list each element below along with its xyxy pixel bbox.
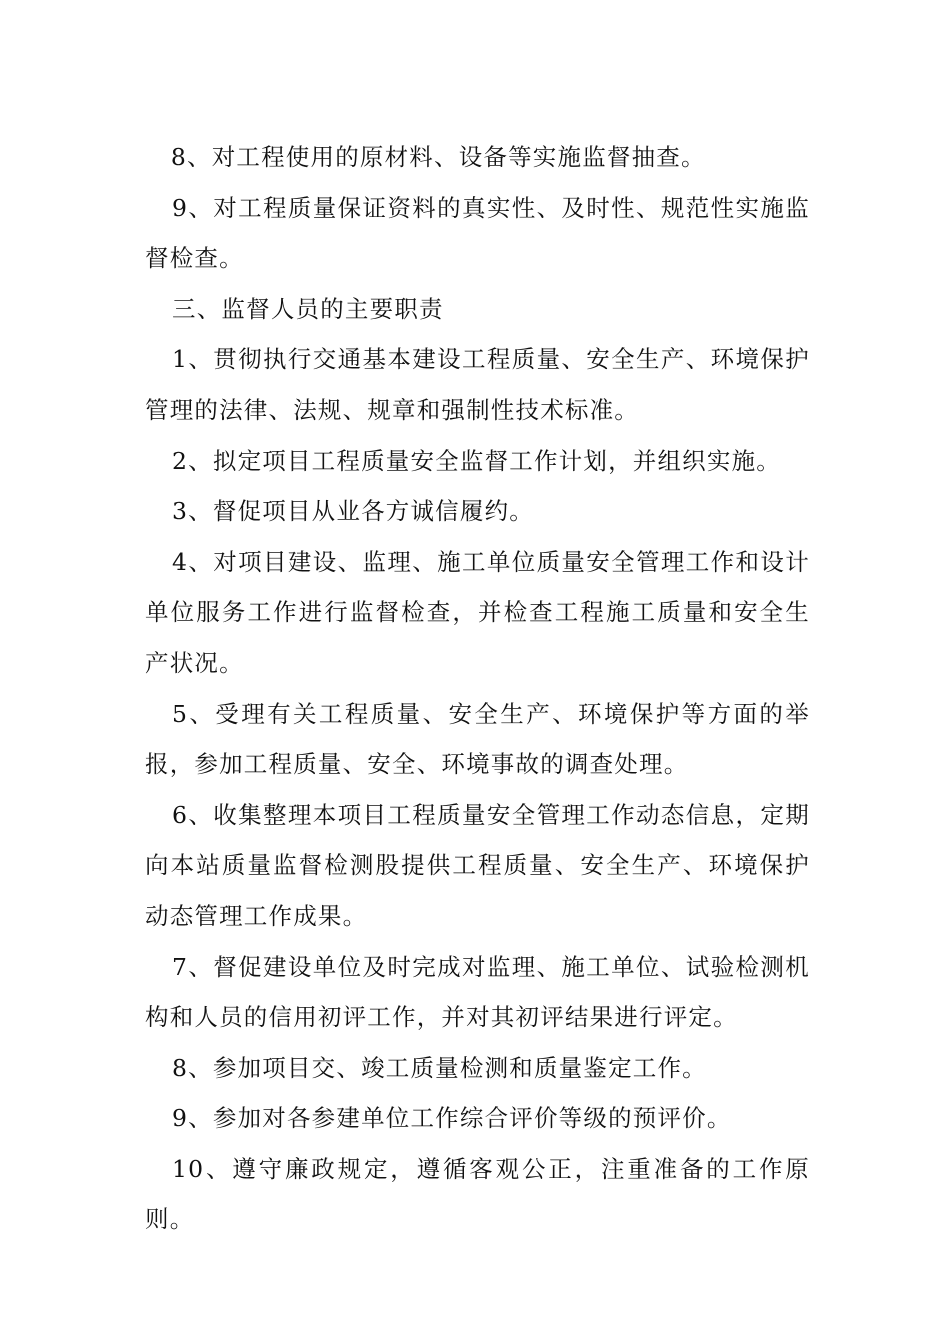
paragraph-item-8-inspection: 8、对工程使用的原材料、设备等实施监督抽查。: [170, 143, 706, 171]
duty-item-7: 7、督促建设单位及时完成对监理、施工单位、试验检测机构和人员的信用初评工作，并对其初评结果进行评定。: [145, 952, 810, 1032]
duty-item-6: 6、收集整理本项目工程质量安全管理工作动态信息，定期向本站质量监督检测股提供工程质量、安全生产、环境保护动态管理工作成果。: [145, 800, 810, 930]
duty-item-4: 4、对项目建设、监理、施工单位质量安全管理工作和设计单位服务工作进行监督检查，并检查工程施工质量和安全生产状况。: [145, 547, 810, 677]
duty-item-8: 8、参加项目交、竣工质量检测和质量鉴定工作。: [172, 1053, 707, 1082]
duty-item-5: 5、受理有关工程质量、安全生产、环境保护等方面的举报，参加工程质量、安全、环境事故的调查处理。: [145, 699, 810, 779]
duty-item-10: 10、遵守廉政规定，遵循客观公正，注重准备的工作原则。: [145, 1154, 810, 1234]
duty-item-2: 2、拟定项目工程质量安全监督工作计划，并组织实施。: [172, 446, 781, 475]
duty-item-3: 3、督促项目从业各方诚信履约。: [172, 497, 534, 526]
section-heading: 三、监督人员的主要职责: [172, 294, 444, 323]
paragraph-item-9-document-check: 9、对工程质量保证资料的真实性、及时性、规范性实施监督检查。: [145, 193, 810, 273]
duty-item-1: 1、贯彻执行交通基本建设工程质量、安全生产、环境保护管理的法律、法规、规章和强制性技术标准。: [145, 345, 810, 424]
duty-item-9: 9、参加对各参建单位工作综合评价等级的预评价。: [172, 1104, 732, 1133]
document-page: [145, 132, 810, 1245]
